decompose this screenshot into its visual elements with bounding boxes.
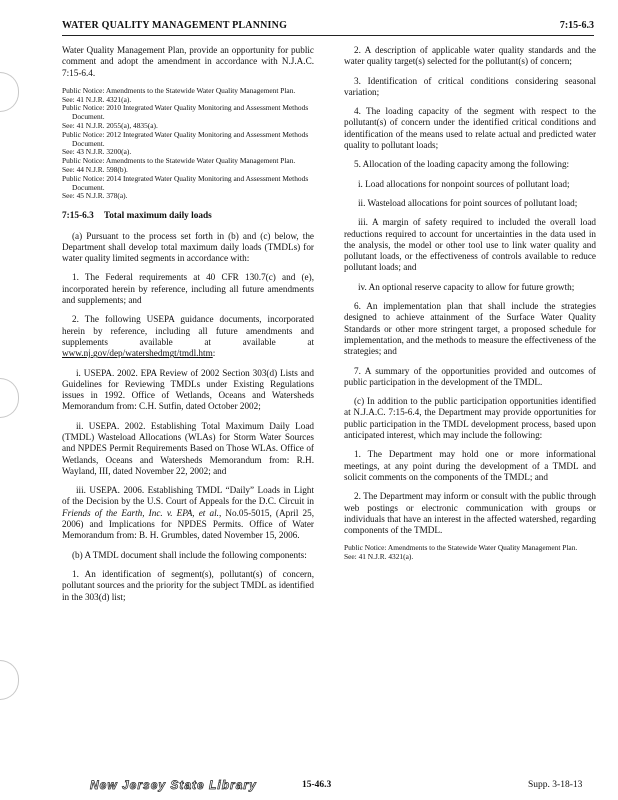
paragraph-b5i: i. Load allocations for nonpoint sources of pollutant load;	[358, 178, 570, 189]
paragraph-c2: 2. The Department may inform or consult with the public through web postings or electronic communication with groups or individuals that have an interest in the affected watershed, regarding components of the TMDL.	[344, 491, 596, 536]
public-notices	[344, 544, 596, 562]
running-header	[62, 17, 594, 36]
notice-line: See: 41 N.J.R. 4321(a).	[62, 94, 132, 104]
paragraph-a: (a) Pursuant to the process set forth in (b) and (c) below, the Department shall develop total maximum daily loads (TMDLs) for water quality limited segments in accordance with:	[62, 230, 314, 264]
paragraph-a2iii-start: iii. USEPA. 2006. Establishing TMDL “Daily” Loads in Light of the Decision by the U.S. Court of Appeals for the D.C. Circuit in	[62, 485, 314, 507]
notice-line: See: 44 N.J.R. 598(b).	[62, 165, 128, 175]
paragraph-a1: 1. The Federal requirements at 40 CFR 130.7(c) and (e), incorporated herein by reference, including all future amendments and supplements; and	[62, 272, 314, 306]
paragraph-a2-end: :	[212, 348, 216, 359]
punch-hole-mark	[0, 660, 19, 700]
notice-line: See: 41 N.J.R. 2055(a), 4835(a).	[62, 121, 158, 131]
notice-line: Public Notice: Amendments to the Statewide Water Quality Management Plan.	[62, 156, 296, 166]
paragraph-b5iv: iv. An optional reserve capacity to allow for future growth;	[358, 281, 575, 292]
left-column	[62, 45, 314, 611]
punch-hole-mark	[0, 378, 19, 418]
section-heading	[62, 211, 314, 222]
notice-line: See: 43 N.J.R. 3200(a).	[62, 147, 132, 157]
notice-line: Public Notice: 2012 Integrated Water Quality Monitoring and Assessment Methods Document.	[62, 129, 309, 148]
header-title: WATER QUALITY MANAGEMENT PLANNING	[62, 20, 288, 31]
notice-line: See: 45 N.J.R. 378(a).	[62, 191, 128, 201]
intro-paragraph: Water Quality Management Plan, provide an opportunity for public comment and adopt the amendment in accordance with N.J.A.C. 7:15-6.4.	[62, 45, 314, 78]
paragraph-b2: 2. A description of applicable water quality standards and the water quality target(s) selected for the pollutant(s) of concern;	[344, 45, 596, 67]
notice-line: See: 41 N.J.R. 4321(a).	[344, 552, 414, 562]
paragraph-b6: 6. An implementation plan that shall include the strategies designed to achieve attainment of the Surface Water Quality Standards or other more stringent target, a proposed schedule for implementation, and the methods to measure the effectiveness of the strategies; and	[344, 301, 596, 357]
paragraph-c: (c) In addition to the public participation opportunities identified at N.J.A.C. 7:15-6.4, the Department may provide opportunities for public participation in the TMDL development process, based upon anticipated interest, which may include the following:	[344, 396, 596, 441]
paragraph-b5ii: ii. Wasteload allocations for point sources of pollutant load;	[358, 197, 578, 208]
section-title: Total maximum daily loads	[103, 211, 212, 222]
paragraph-a2iii-end: , No.05-5015, (April 25, 2006) and Implications for NPDES Permits. Office of Water Memorandum from: B. H. Grumbles, dated November 15, 2006.	[62, 507, 314, 541]
paragraph-a2-text: 2. The following USEPA guidance documents, incorporated herein by reference, including all future amendments and supplements available at available at	[62, 314, 314, 347]
case-name: Friends of the Earth, Inc. v. EPA, et al.	[62, 507, 219, 518]
paragraph-c1: 1. The Department may hold one or more informational meetings, at any point during the development of a TMDL and solicit comments on the components of the TMDL; and	[344, 449, 596, 482]
library-watermark: New Jersey State Library	[90, 778, 257, 792]
notice-line: Public Notice: Amendments to the Statewide Water Quality Management Plan.	[344, 543, 578, 553]
paragraph-b1: 1. An identification of segment(s), pollutant(s) of concern, pollutant sources and the priority for the subject TMDL as identified in the 303(d) list;	[62, 568, 314, 602]
paragraph-b7: 7. A summary of the opportunities provided and outcomes of public participation in the development of the TMDL.	[344, 365, 596, 387]
paragraph-b5: 5. Allocation of the loading capacity among the following:	[354, 159, 570, 170]
page-number: 15-46.3	[302, 780, 332, 790]
notice-line: Public Notice: 2010 Integrated Water Quality Monitoring and Assessment Methods Document.	[62, 103, 309, 122]
notice-line: Public Notice: 2014 Integrated Water Quality Monitoring and Assessment Methods Document.	[62, 173, 309, 192]
paragraph-a2i: i. USEPA. 2002. EPA Review of 2002 Section 303(d) Lists and Guidelines for Reviewing TMDLs under Existing Regulations issues in 1992. Office of Wetlands, Oceans and Watersheds Memorandum from: C.H. Sutfin, dated October 2002;	[62, 367, 314, 412]
tmdl-web-link[interactable]: www.nj.gov/dep/watershedmgt/tmdl.htm	[62, 348, 213, 359]
paragraph-b3: 3. Identification of critical conditions considering seasonal variation;	[344, 75, 596, 97]
punch-hole-mark	[0, 72, 19, 112]
right-column	[344, 45, 596, 572]
section-number: 7:15-6.3	[62, 211, 94, 222]
paragraph-a2	[62, 314, 314, 359]
paragraph-b4: 4. The loading capacity of the segment with respect to the pollutant(s) of concern under the identified critical conditions and identification of the means used to relate actual and predicted water quality to pollutant loads;	[344, 106, 596, 151]
public-notices	[62, 87, 314, 201]
paragraph-b5iii: iii. A margin of safety required to included the overall load reductions required to account for uncertainties in the data used in the analysis, the model or other tool use to link water quality and pollutant loads, or the effectiveness of controls available to reduce pollutant loads; and	[344, 217, 596, 273]
header-section-number: 7:15-6.3	[559, 20, 594, 31]
notice-line: Public Notice: Amendments to the Statewide Water Quality Management Plan.	[62, 85, 296, 95]
supplement-date: Supp. 3-18-13	[528, 780, 583, 790]
paragraph-a2ii: ii. USEPA. 2002. Establishing Total Maximum Daily Load (TMDL) Wasteload Allocations (WLAs) for Storm Water Sources and NPDES Permit Requirements Based on Those WLAs. Office of Wetlands, Oceans and Watersheds Memorandum from: R.H. Wayland, III, dated November 22, 2002; and	[62, 420, 314, 476]
paragraph-b: (b) A TMDL document shall include the following components:	[72, 549, 307, 560]
paragraph-a2iii	[62, 485, 314, 541]
